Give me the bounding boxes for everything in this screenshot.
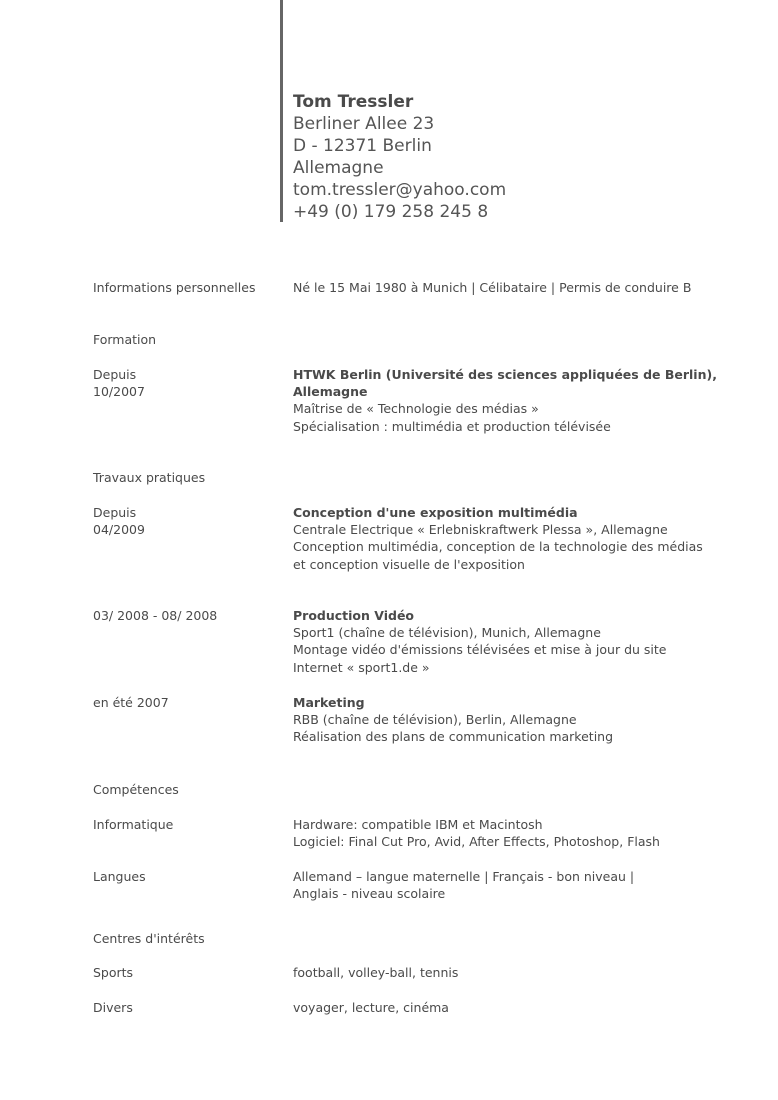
travaux-date: 03/ 2008 - 08/ 2008 — [93, 608, 218, 623]
contact-phone: +49 (0) 179 258 245 8 — [293, 202, 489, 222]
formation-desc: Maîtrise de « Technologie des médias » — [293, 401, 539, 417]
interest-label: Sports — [93, 965, 134, 980]
interest-label: Divers — [93, 1000, 133, 1015]
travaux-entry: Production Vidéo Sport1 (chaîne de télévision), Munich, Allemagne Montage vidéo d'émissions télévisées et mise à jour du site Internet « sport1.de » — [293, 608, 667, 675]
formation-date: Depuis 10/2007 — [93, 367, 145, 400]
section-heading-interets: Centres d'intérêts — [93, 931, 205, 946]
contact-email[interactable]: tom.tressler@yahoo.com — [293, 180, 507, 200]
interest-detail: football, volley-ball, tennis — [293, 965, 459, 980]
formation-entry: HTWK Berlin (Université des sciences appliquées de Berlin), Allemagne Maîtrise de « Technologie des médias » Spécialisation : multimédia et production télévisée — [293, 367, 717, 434]
skill-label: Informatique — [93, 817, 174, 832]
header-divider-line — [280, 0, 283, 222]
travaux-title: Conception d'une exposition multimédia — [293, 505, 578, 520]
travaux-title: Marketing — [293, 695, 365, 710]
section-heading-competences: Compétences — [93, 782, 179, 797]
interest-detail: voyager, lecture, cinéma — [293, 1000, 449, 1015]
section-heading-travaux: Travaux pratiques — [93, 470, 206, 485]
section-heading-formation: Formation — [93, 332, 157, 347]
skill-detail: Allemand – langue maternelle | Français - bon niveau | Anglais - niveau scolaire — [293, 869, 635, 902]
section-heading-personal: Informations personnelles — [93, 280, 256, 295]
candidate-name: Tom Tressler — [293, 92, 414, 112]
travaux-entry: Marketing RBB (chaîne de télévision), Berlin, Allemagne Réalisation des plans de communication marketing — [293, 695, 614, 745]
skill-detail: Hardware: compatible IBM et Macintosh Logiciel: Final Cut Pro, Avid, After Effects, Photoshop, Flash — [293, 817, 660, 850]
contact-header — [293, 91, 506, 223]
travaux-date: en été 2007 — [93, 695, 169, 710]
travaux-date: Depuis 04/2009 — [93, 505, 145, 538]
address-street: Berliner Allee 23 — [293, 114, 435, 134]
travaux-entry: Conception d'une exposition multimédia Centrale Electrique « Erlebniskraftwerk Plessa », Allemagne Conception multimédia, conception de la technologie des médias et conception visuelle de l'exposition — [293, 505, 703, 572]
address-country: Allemagne — [293, 158, 384, 178]
formation-title: HTWK Berlin (Université des sciences appliquées de Berlin), — [293, 367, 717, 382]
personal-info-text: Né le 15 Mai 1980 à Munich | Célibataire | Permis de conduire B — [293, 280, 692, 295]
skill-label: Langues — [93, 869, 146, 884]
travaux-title: Production Vidéo — [293, 608, 415, 623]
address-city: D - 12371 Berlin — [293, 136, 432, 156]
